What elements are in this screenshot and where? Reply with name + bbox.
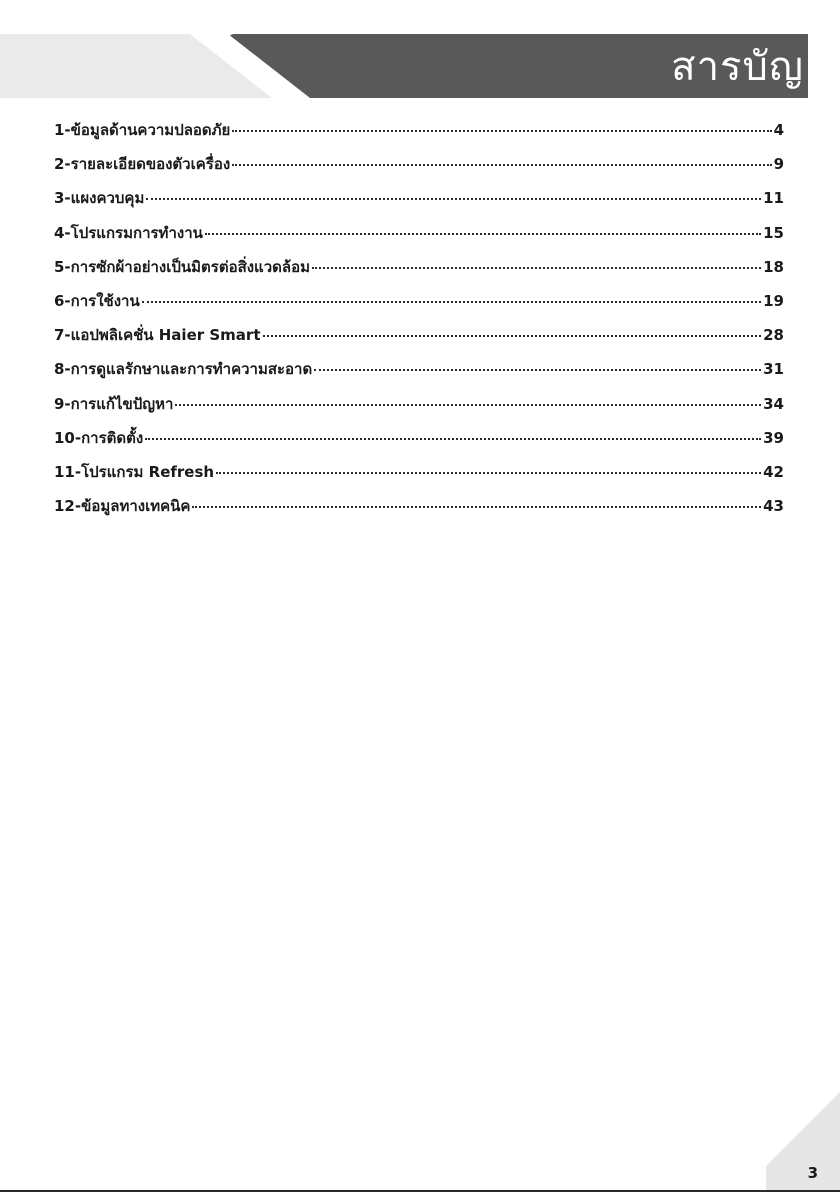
toc-entry-title: 11-โปรแกรม Refresh [54,462,215,481]
toc-entry[interactable] [54,289,784,323]
toc-entry-title: 1-ข้อมูลด้านความปลอดภัย [54,121,231,139]
toc-entry-page: 11 [763,189,784,208]
toc-entry-title: 2-รายละเอียดของตัวเครื่อง [54,155,231,174]
toc-entry-page: 39 [763,428,784,447]
toc-entry[interactable] [54,460,784,494]
toc-entry[interactable] [54,392,784,426]
toc-entry[interactable] [54,255,784,289]
page-title: สารบัญ [671,44,804,90]
toc-entry-title: 6-การใช้งาน [54,291,140,310]
toc-entry-page: 31 [763,360,784,379]
toc-entry-title: 9-การแก้ไขปัญหา [54,394,174,413]
toc-entry-title: 8-การดูแลรักษาและการทำความสะอาด [54,360,313,379]
toc-dot-leader [314,369,761,371]
table-of-contents [54,118,784,528]
toc-dot-leader [263,335,762,337]
toc-dot-leader [145,438,761,440]
header-light-band [0,34,272,98]
toc-entry[interactable] [54,494,784,528]
toc-entry-page: 9 [773,155,784,174]
corner-tab [766,1092,840,1192]
toc-entry[interactable] [54,186,784,220]
toc-dot-leader [232,164,771,166]
toc-entry-page: 4 [773,121,784,139]
toc-entry[interactable] [54,152,784,186]
toc-dot-leader [142,301,761,303]
toc-entry[interactable] [54,118,784,152]
toc-entry[interactable] [54,426,784,460]
toc-dot-leader [216,472,761,474]
toc-entry-page: 28 [763,326,784,345]
toc-entry-page: 18 [763,257,784,276]
toc-entry[interactable] [54,323,784,357]
toc-entry-title: 12-ข้อมูลทางเทคนิค [54,497,191,516]
toc-entry-title: 10-การติดตั้ง [54,428,144,447]
toc-entry-title: 5-การซักผ้าอย่างเป็นมิตรต่อสิ่งแวดล้อม [54,257,310,276]
toc-dot-leader [146,198,761,200]
toc-entry-page: 15 [763,223,784,242]
toc-entry-title: 4-โปรแกรมการทำงาน [54,223,203,242]
toc-dot-leader [175,404,761,406]
toc-dot-leader [232,130,771,132]
page-number: 3 [807,1164,818,1182]
toc-dot-leader [312,267,761,269]
toc-dot-leader [192,506,761,508]
toc-entry[interactable] [54,357,784,391]
toc-entry-title: 7-แอปพลิเคชั่น Haier Smart [54,326,261,345]
toc-entry-page: 19 [763,291,784,310]
toc-dot-leader [205,233,761,235]
toc-entry-page: 43 [763,497,784,516]
toc-entry[interactable] [54,221,784,255]
toc-entry-title: 3-แผงควบคุม [54,189,145,208]
toc-entry-page: 42 [763,462,784,481]
toc-entry-page: 34 [763,394,784,413]
